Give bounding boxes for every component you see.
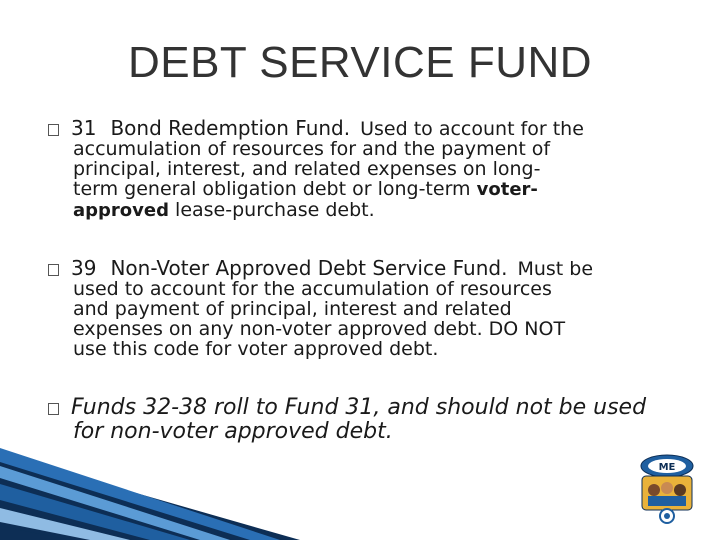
- fund-heading: Non-Voter Approved Debt Service Fund.: [110, 256, 508, 280]
- bullet-text: Used to account for the: [360, 118, 584, 140]
- corner-stripes-decoration: [0, 448, 300, 540]
- bullet-text: accumulation of resources for and the payment of: [73, 138, 551, 160]
- bullet-text: Must be: [517, 258, 594, 280]
- fund-number: 31: [71, 116, 97, 140]
- bullet-box-icon: [48, 403, 59, 415]
- bullet-text: used to account for the accumulation of resources: [73, 278, 552, 300]
- bold-term: approved: [73, 200, 169, 221]
- bullet-text: and payment of principal, interest and related: [73, 298, 512, 320]
- bullet-box-icon: [48, 264, 59, 276]
- bullet-text: Funds 32-38 roll to Fund 31, and should not be used: [71, 395, 647, 420]
- bold-term: voter-: [476, 179, 538, 200]
- bullet-text: expenses on any non-voter approved debt. DO NOT: [73, 318, 566, 340]
- fund-number: 39: [71, 256, 97, 280]
- bullet-fund-31: [48, 118, 688, 221]
- bullet-text: for non-voter approved debt.: [73, 419, 393, 444]
- page-title: DEBT SERVICE FUND: [127, 38, 593, 87]
- bullet-text: use this code for voter approved debt.: [73, 338, 439, 360]
- bullet-fund-39: [48, 258, 688, 359]
- bullet-text: principal, interest, and related expenses on long-: [73, 158, 541, 180]
- bullet-text-line: approved lease-purchase debt.: [73, 199, 375, 221]
- bullet-box-icon: [48, 124, 59, 136]
- svg-text:ME: ME: [658, 462, 676, 473]
- fund-heading: Bond Redemption Fund.: [110, 116, 351, 140]
- bullet-funds-note: [48, 396, 688, 444]
- school-association-seal-icon: [636, 452, 698, 524]
- bullet-text-line: term general obligation debt or long-term voter-: [73, 178, 538, 200]
